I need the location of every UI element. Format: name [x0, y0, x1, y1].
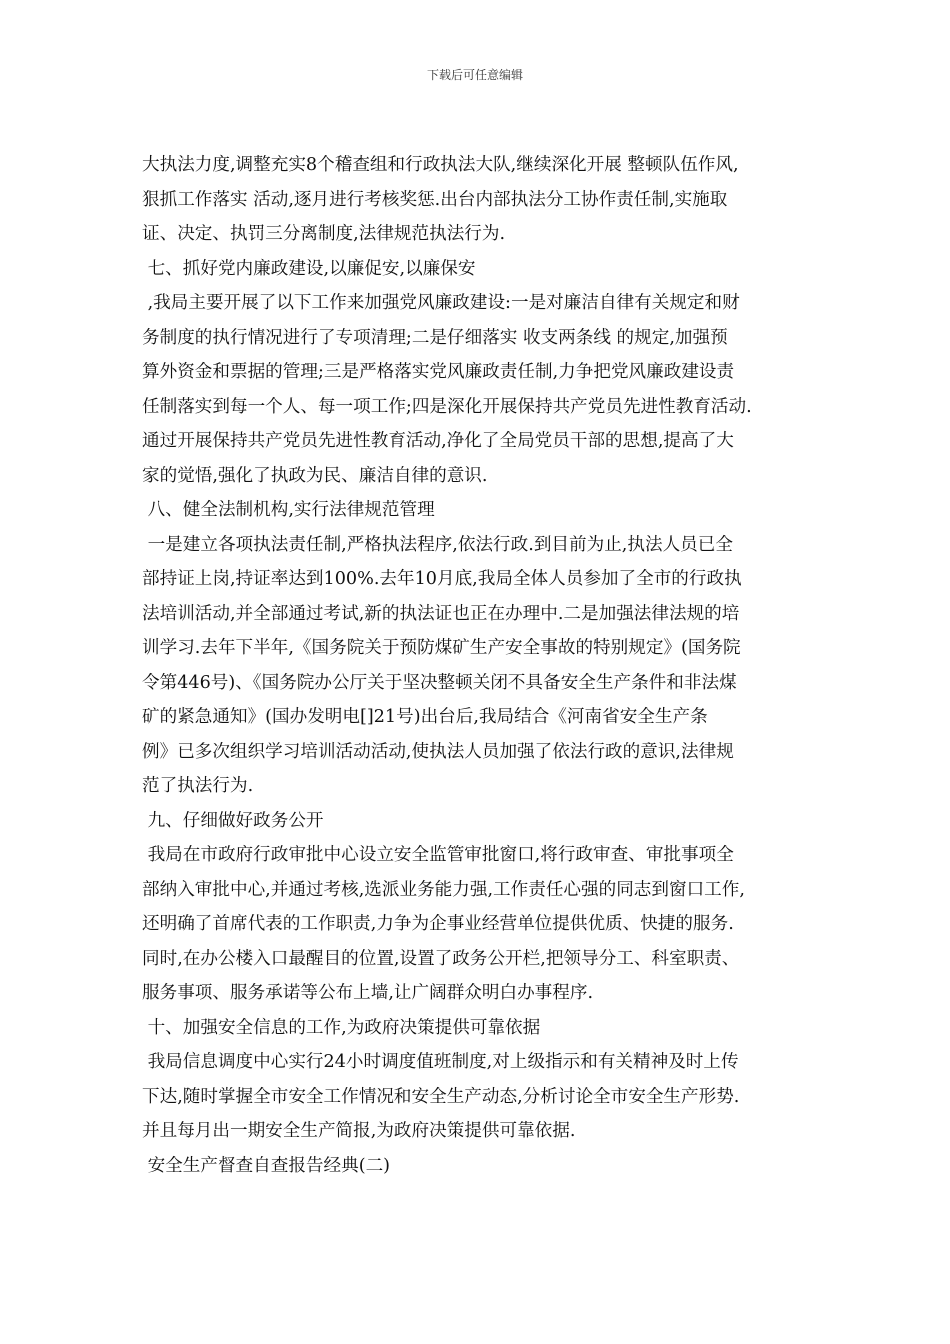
- section-heading: 七、抓好党内廉政建设,以廉促安,以廉保安: [142, 258, 476, 279]
- text-line: 部持证上岗,持证率达到100%.去年10月底,我局全体人员参加了全市的行政执: [142, 569, 742, 589]
- text-line: 范了执法行为.: [142, 776, 254, 796]
- text-line: 算外资金和票据的管理;三是严格落实党风廉政责任制,力争把党风廉政建设责: [142, 362, 735, 382]
- section-heading: 九、仔细做好政务公开: [142, 810, 324, 831]
- text-line: 务制度的执行情况进行了专项清理;二是仔细落实 收支两条线 的规定,加强预: [142, 327, 728, 348]
- section-heading: 八、健全法制机构,实行法律规范管理: [142, 500, 435, 520]
- text-line: 任制落实到每一个人、每一项工作;四是深化开展保持共产党员先进性教育活动.: [142, 396, 752, 417]
- text-line: 下达,随时掌握全市安全工作情况和安全生产动态,分析讨论全市安全生产形势.: [142, 1086, 740, 1107]
- text-line: 还明确了首席代表的工作职责,力争为企事业经营单位提供优质、快捷的服务.: [142, 914, 734, 934]
- text-line: 部纳入审批中心,并通过考核,选派业务能力强,工作责任心强的同志到窗口工作,: [142, 879, 745, 900]
- text-line: 例》已多次组织学习培训活动活动,使执法人员加强了依法行政的意识,法律规: [142, 741, 734, 762]
- text-line: 家的觉悟,强化了执政为民、廉洁自律的意识.: [142, 465, 488, 486]
- text-line: 一是建立各项执法责任制,严格执法程序,依法行政.到目前为止,执法人员已全: [142, 534, 733, 555]
- text-line: ,我局主要开展了以下工作来加强党风廉政建设:一是对廉洁自律有关规定和财: [142, 293, 740, 313]
- text-line: 训学习.去年下半年,《国务院关于预防煤矿生产安全事故的特别规定》(国务院: [142, 638, 741, 658]
- document-body: [142, 148, 812, 1183]
- text-line: 通过开展保持共产党员先进性教育活动,净化了全局党员干部的思想,提高了大: [142, 431, 734, 451]
- document-title: 安全生产督查自查报告经典(二): [142, 1155, 391, 1176]
- section-heading: 十、加强安全信息的工作,为政府决策提供可靠依据: [142, 1017, 541, 1038]
- page-header: 下载后可任意编辑: [426, 68, 523, 82]
- text-line: 大执法力度,调整充实8个稽查组和行政执法大队,继续深化开展 整顿队伍作风,: [142, 155, 739, 175]
- text-line: 狠抓工作落实 活动,逐月进行考核奖惩.出台内部执法分工协作责任制,实施取: [142, 189, 728, 210]
- text-line: 令第446号)、《国务院办公厅关于坚决整顿关闭不具备安全生产条件和非法煤: [142, 672, 737, 693]
- text-line: 我局在市政府行政审批中心设立安全监管审批窗口,将行政审查、审批事项全: [142, 845, 734, 865]
- text-line: 服务事项、服务承诺等公布上墙,让广阔群众明白办事程序.: [142, 983, 594, 1003]
- text-line: 并且每月出一期安全生产简报,为政府决策提供可靠依据.: [142, 1121, 576, 1141]
- text-line: 同时,在办公楼入口最醒目的位置,设置了政务公开栏,把领导分工、科室职责、: [142, 948, 740, 969]
- text-line: 矿的紧急通知》(国办发明电[]21号)出台后,我局结合《河南省安全生产条: [142, 707, 708, 727]
- text-line: 法培训活动,并全部通过考试,新的执法证也正在办理中.二是加强法律法规的培: [142, 603, 740, 624]
- text-line: 我局信息调度中心实行24小时调度值班制度,对上级指示和有关精神及时上传: [142, 1052, 739, 1072]
- text-line: 证、决定、执罚三分离制度,法律规范执法行为.: [142, 224, 506, 244]
